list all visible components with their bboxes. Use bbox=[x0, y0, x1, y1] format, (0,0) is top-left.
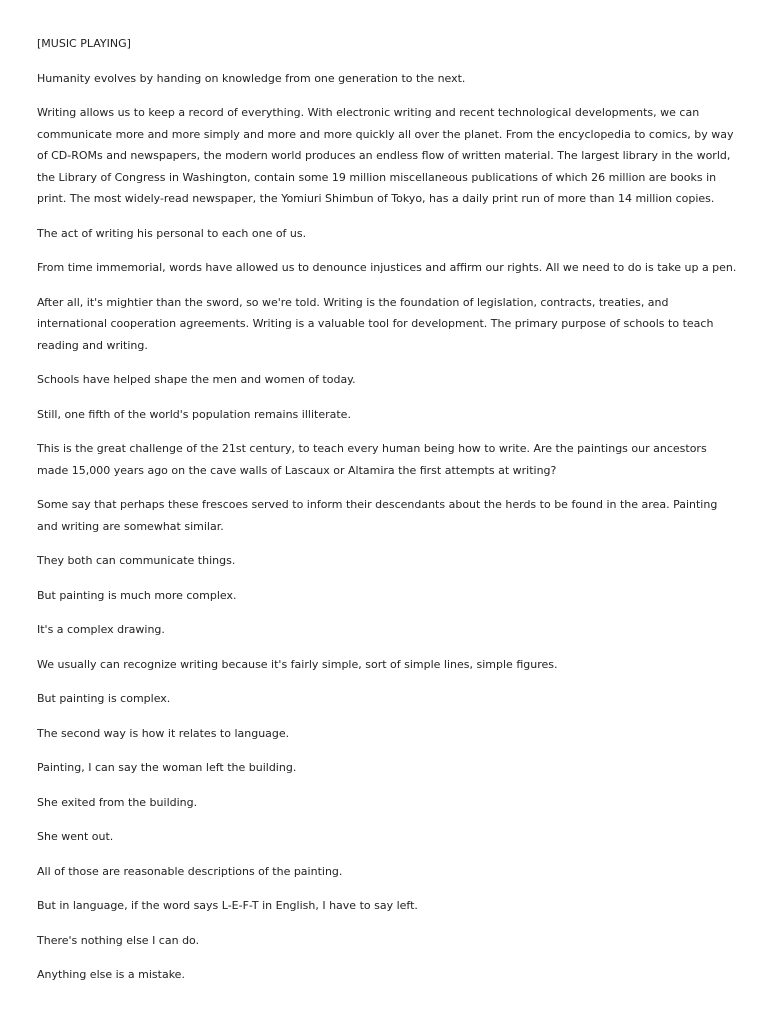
transcript-paragraph: They both can communicate things. bbox=[37, 554, 236, 567]
transcript-paragraph: Schools have helped shape the men and women of today. bbox=[37, 373, 356, 386]
transcript-paragraph: Some say that perhaps these frescoes served to inform their descendants about the herds to be found in the area. Painting and writing are somewhat similar. bbox=[37, 498, 718, 533]
transcript-paragraph: But in language, if the word says L-E-F-T in English, I have to say left. bbox=[37, 899, 418, 912]
transcript-paragraph: Painting, I can say the woman left the building. bbox=[37, 761, 297, 774]
transcript-paragraph: She exited from the building. bbox=[37, 795, 198, 809]
transcript-paragraph: We usually can recognize writing because it's fairly simple, sort of simple lines, simple figures. bbox=[37, 657, 558, 671]
transcript-paragraph: [MUSIC PLAYING] bbox=[37, 37, 131, 50]
transcript-paragraph: She went out. bbox=[37, 830, 114, 843]
transcript-paragraph: Writing allows us to keep a record of everything. With electronic writing and recent technological developments, we can communicate more and more simply and more and more quickly all over the planet. From the encyclopedia to comics, by way of CD-ROMs and newspapers, the modern world produces an endless flow of written material. The largest library in the world, the Library of Congress in Washington, contain some 19 million miscellaneous publications of which 26 million are books in print. The most widely-read newspaper, the Yomiuri Shimbun of Tokyo, has a daily print run of more than 14 million copies. bbox=[37, 106, 734, 205]
transcript-paragraph: The second way is how it relates to language. bbox=[37, 726, 290, 740]
transcript-body bbox=[37, 33, 737, 999]
transcript-paragraph: There's nothing else I can do. bbox=[37, 933, 200, 947]
transcript-paragraph: It's a complex drawing. bbox=[37, 623, 165, 636]
transcript-paragraph: All of those are reasonable descriptions of the painting. bbox=[37, 864, 343, 878]
transcript-paragraph: After all, it's mightier than the sword, so we're told. Writing is the foundation of legislation, contracts, treaties, and international cooperation agreements. Writing is a valuable tool for development. The primary purpose of schools to teach reading and writing. bbox=[37, 295, 714, 352]
transcript-paragraph: From time immemorial, words have allowed us to denounce injustices and affirm our rights. All we need to do is take up a pen. bbox=[37, 261, 737, 274]
transcript-paragraph: The act of writing his personal to each one of us. bbox=[37, 226, 307, 240]
transcript-paragraph: Humanity evolves by handing on knowledge from one generation to the next. bbox=[37, 71, 466, 85]
transcript-paragraph: Anything else is a mistake. bbox=[37, 968, 185, 981]
transcript-paragraph: But painting is complex. bbox=[37, 692, 171, 705]
transcript-paragraph: Still, one fifth of the world's population remains illiterate. bbox=[37, 407, 351, 421]
transcript-paragraph: This is the great challenge of the 21st century, to teach every human being how to write. Are the paintings our ancestors made 15,000 years ago on the cave walls of Lascaux or Altamira the first attempts at writing? bbox=[37, 442, 707, 477]
transcript-paragraph: But painting is much more complex. bbox=[37, 588, 237, 602]
